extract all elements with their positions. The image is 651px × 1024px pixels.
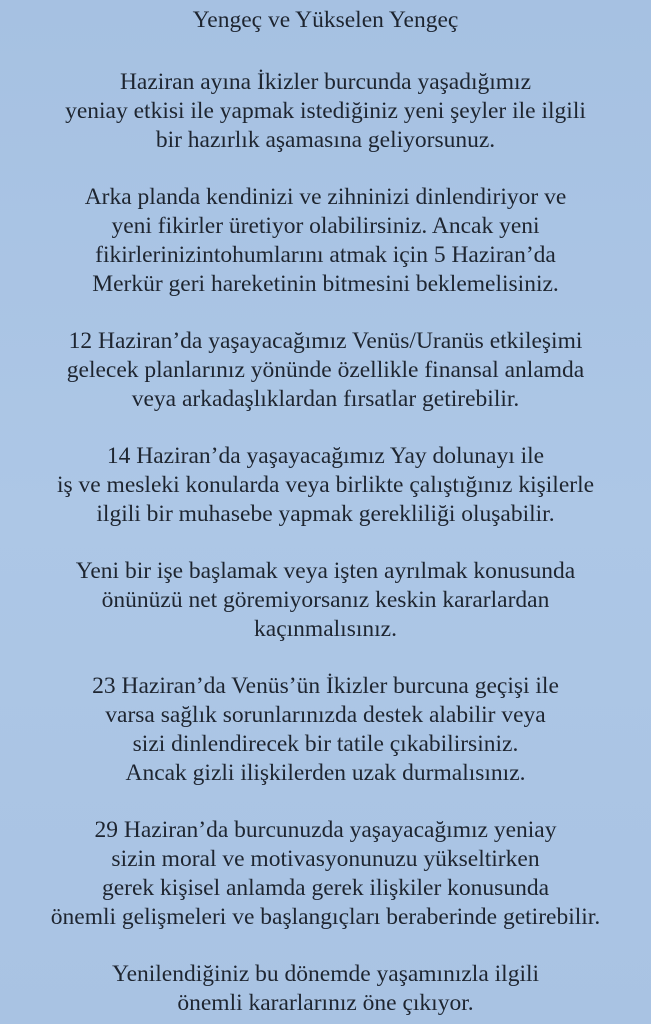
paragraph-line: önemli gelişmeleri ve başlangıçları beraberinde getirebilir. bbox=[50, 904, 601, 930]
paragraph-line: bir hazırlık aşamasına geliyorsunuz. bbox=[155, 127, 496, 153]
paragraph-line: yeniay etkisi ile yapmak istediğiniz yeni şeyler ile ilgili bbox=[65, 98, 586, 124]
paragraph-line: veya arkadaşlıklardan fırsatlar getirebilir. bbox=[131, 386, 520, 412]
paragraph-line: 23 Haziran’da Venüs’ün İkizler burcuna geçişi ile bbox=[92, 673, 559, 699]
paragraph-line: gelecek planlarınız yönünde özellikle finansal anlamda bbox=[66, 357, 585, 383]
paragraph-8 bbox=[0, 960, 651, 1018]
paragraph-line: ilgili bir muhasebe yapmak gerekliliği oluşabilir. bbox=[96, 501, 555, 527]
paragraph-5 bbox=[0, 557, 651, 644]
page-title: Yengeç ve Yükselen Yengeç bbox=[192, 7, 459, 33]
paragraph-4 bbox=[0, 442, 651, 529]
paragraph-line: kaçınmalısınız. bbox=[254, 616, 397, 642]
paragraph-line: Ancak gizli ilişkilerden uzak durmalısınız. bbox=[125, 760, 526, 786]
paragraph-1 bbox=[0, 68, 651, 155]
paragraph-line: Merkür geri hareketinin bitmesini beklemelisiniz. bbox=[92, 271, 559, 297]
paragraph-line: sizi dinlendirecek bir tatile çıkabilirsiniz. bbox=[132, 731, 519, 757]
paragraph-line: 29 Haziran’da burcunuzda yaşayacağımız yeniay bbox=[94, 817, 557, 843]
paragraph-7 bbox=[0, 816, 651, 932]
paragraph-6 bbox=[0, 672, 651, 788]
paragraph-line: varsa sağlık sorunlarınızda destek alabilir veya bbox=[105, 702, 546, 728]
paragraph-3 bbox=[0, 327, 651, 414]
paragraph-line: gerek kişisel anlamda gerek ilişkiler konusunda bbox=[101, 875, 550, 901]
paragraph-line: 12 Haziran’da yaşayacağımız Venüs/Uranüs etkileşimi bbox=[68, 328, 583, 354]
paragraph-line: yeni fikirler üretiyor olabilirsiniz. Ancak yeni bbox=[111, 213, 540, 239]
paragraph-line: iş ve mesleki konularda veya birlikte çalıştığınız kişilerle bbox=[56, 472, 595, 498]
paragraph-line: 14 Haziran’da yaşayacağımız Yay dolunayı ile bbox=[106, 443, 545, 469]
paragraph-line: Haziran ayına İkizler burcunda yaşadığımız bbox=[119, 69, 532, 95]
paragraph-line: Yenilendiğiniz bu dönemde yaşamınızla ilgili bbox=[111, 961, 540, 987]
paragraph-line: sizin moral ve motivasyonunuzu yükseltirken bbox=[111, 846, 540, 872]
paragraph-line: önemli kararlarınız öne çıkıyor. bbox=[177, 990, 474, 1016]
paragraph-line: Yeni bir işe başlamak veya işten ayrılmak konusunda bbox=[75, 558, 576, 584]
paragraph-line: fikirlerinizintohumlarını atmak için 5 Haziran’da bbox=[95, 242, 556, 268]
paragraph-2 bbox=[0, 183, 651, 299]
paragraph-line: Arka planda kendinizi ve zihninizi dinlendiriyor ve bbox=[84, 184, 567, 210]
paragraph-line: önünüzü net göremiyorsanız keskin kararlardan bbox=[101, 587, 550, 613]
